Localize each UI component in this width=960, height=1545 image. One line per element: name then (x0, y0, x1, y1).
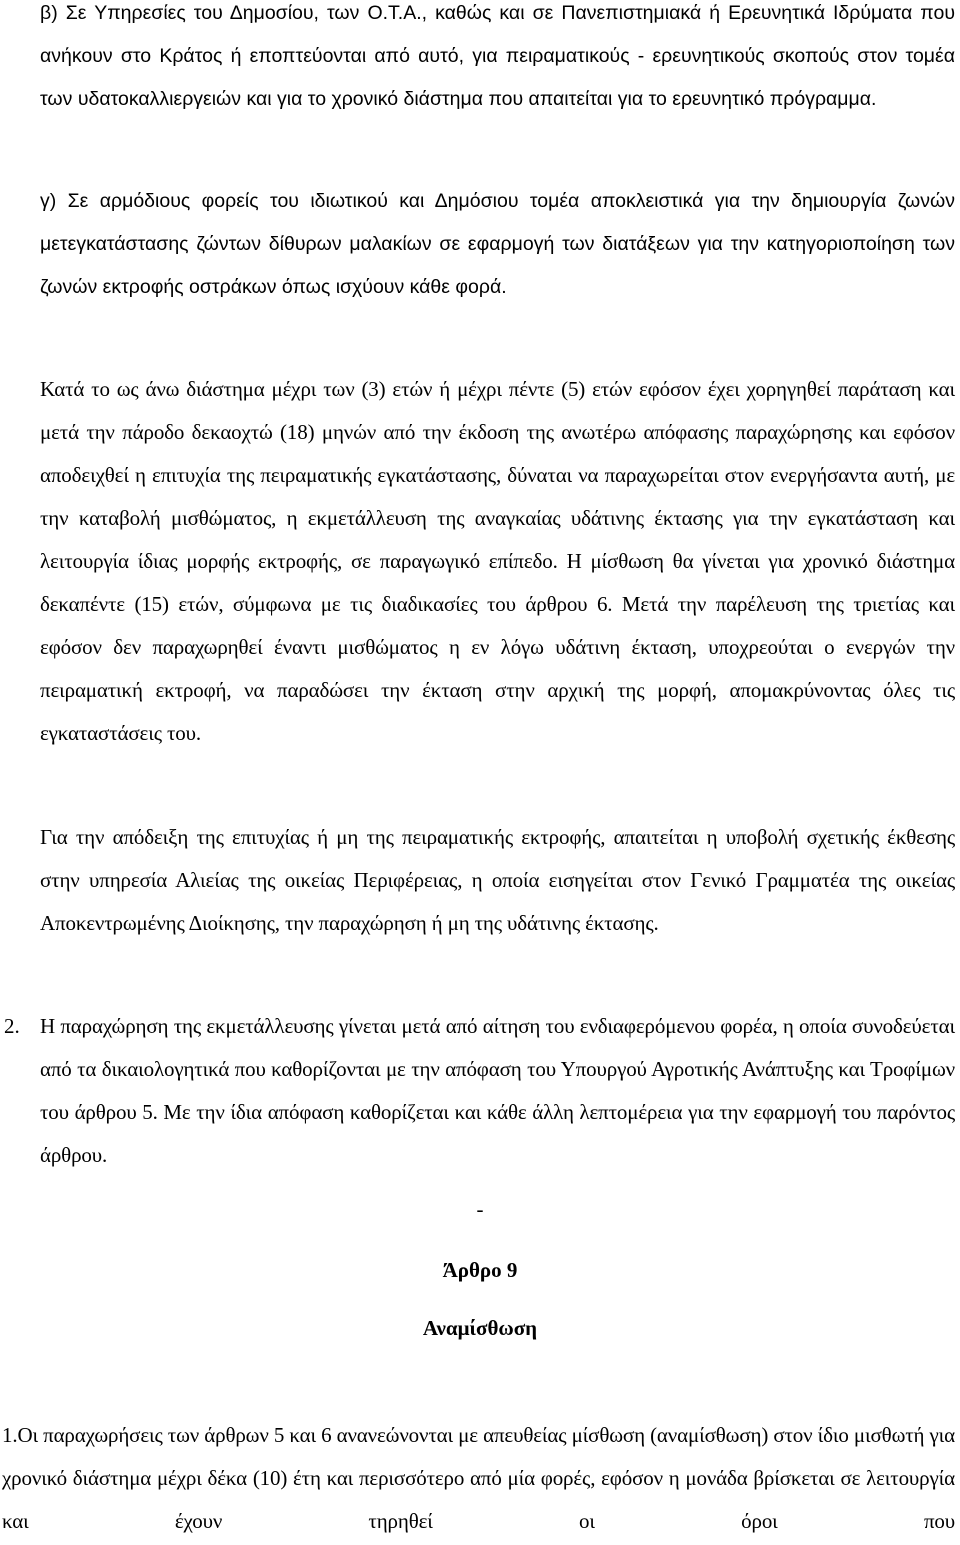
paragraph-gamma: γ) Σε αρμόδιους φορείς του ιδιωτικού και Δημόσιου τομέα αποκλειστικά για την δημιουργία ζωνών μετεγκατάστασης ζώντων δίθυρων μαλακίων σε εφαρμογή των διατάξεων για την κατηγοριοποίηση των ζωνών εκτροφής οστράκων όπως ισχύουν κάθε φορά. (40, 190, 955, 298)
paragraph-beta: β) Σε Υπηρεσίες του Δημοσίου, των Ο.Τ.Α., καθώς και σε Πανεπιστημιακά ή Ερευνητικά Ιδρύματα που ανήκουν στο Κράτος ή εποπτεύονται από αυτό, για πειραματικούς - ερευνητικούς σκοπούς στον τομέα των υδατοκαλλιεργειών και για το χρονικό διάστημα που απαιτείται για το ερευνητικό πρόγραμμα. (40, 2, 955, 110)
separator-dash: - (476, 1197, 484, 1221)
paragraph-kata: Κατά το ως άνω διάστημα μέχρι των (3) ετών ή μέχρι πέντε (5) ετών εφόσον έχει χορηγηθεί παράταση και μετά την πάροδο δεκαοχτώ (18) μηνών από την έκδοση της ανωτέρω απόφασης παραχώρησης και εφόσον αποδειχθεί η επιτυχία της πειραματικής εγκατάστασης, δύναται να παραχωρείται στον ενεργήσαντα αυτή, με την καταβολή μισθώματος, η εκμετάλλευση της αναγκαίας υδάτινης έκτασης για την εγκατάσταση και λειτουργία ίδιας μορφής εκτροφής, σε παραγωγικό επίπεδο. Η μίσθωση θα γίνεται για χρονικό διάστημα δεκαπέντε (15) ετών, σύμφωνα με τις διαδικασίες του άρθρου 6. Μετά την παρέλευση της τριετίας και εφόσον δεν παραχωρηθεί έναντι μισθώματος η εν λόγω υδάτινη έκταση, υποχρεούται ο ενεργών την πειραματική εκτροφή, να παραδώσει την έκταση στην αρχική της μορφή, απομακρύνοντας όλες τις εγκαταστάσεις του. (40, 377, 955, 745)
article-paragraph-1: 1.Οι παραχωρήσεις των άρθρων 5 και 6 ανανεώνονται με απευθείας μίσθωση (αναμίσθωση) στον ίδιο μισθωτή για χρονικό διάστημα μέχρι δέκα (10) έτη και περισσότερο από μία φορές, εφόσον η μονάδα βρίσκεται σε λειτουργία και έχουν τηρηθεί οι όροι που (2, 1423, 955, 1533)
list-item-2 (4, 1005, 955, 1177)
article-subtitle: Αναμίσθωση (422, 1316, 538, 1340)
paragraph-gia: Για την απόδειξη της επιτυχίας ή μη της πειραματικής εκτροφής, απαιτείται η υποβολή σχετικής έκθεσης στην υπηρεσία Αλιείας της οικείας Περιφέρειας, η οποία εισηγείται στον Γενικό Γραμματέα της οικείας Αποκεντρωμένης Διοίκησης, την παραχώρηση ή μη της υδάτινης έκτασης. (40, 825, 955, 935)
list-item-text: Η παραχώρηση της εκμετάλλευσης γίνεται μετά από αίτηση του ενδιαφερόμενου φορέα, η οποία συνοδεύεται από τα δικαιολογητικά που καθορίζονται με την απόφαση του Υπουργού Αγροτικής Ανάπτυξης και Τροφίμων του άρθρου 5. Με την ίδια απόφαση καθορίζεται και κάθε άλλη λεπτομέρεια για την εφαρμογή του παρόντος άρθρου. (40, 1014, 955, 1167)
article-title: Άρθρο 9 (442, 1258, 518, 1282)
list-item-number: 2. (4, 1014, 20, 1038)
